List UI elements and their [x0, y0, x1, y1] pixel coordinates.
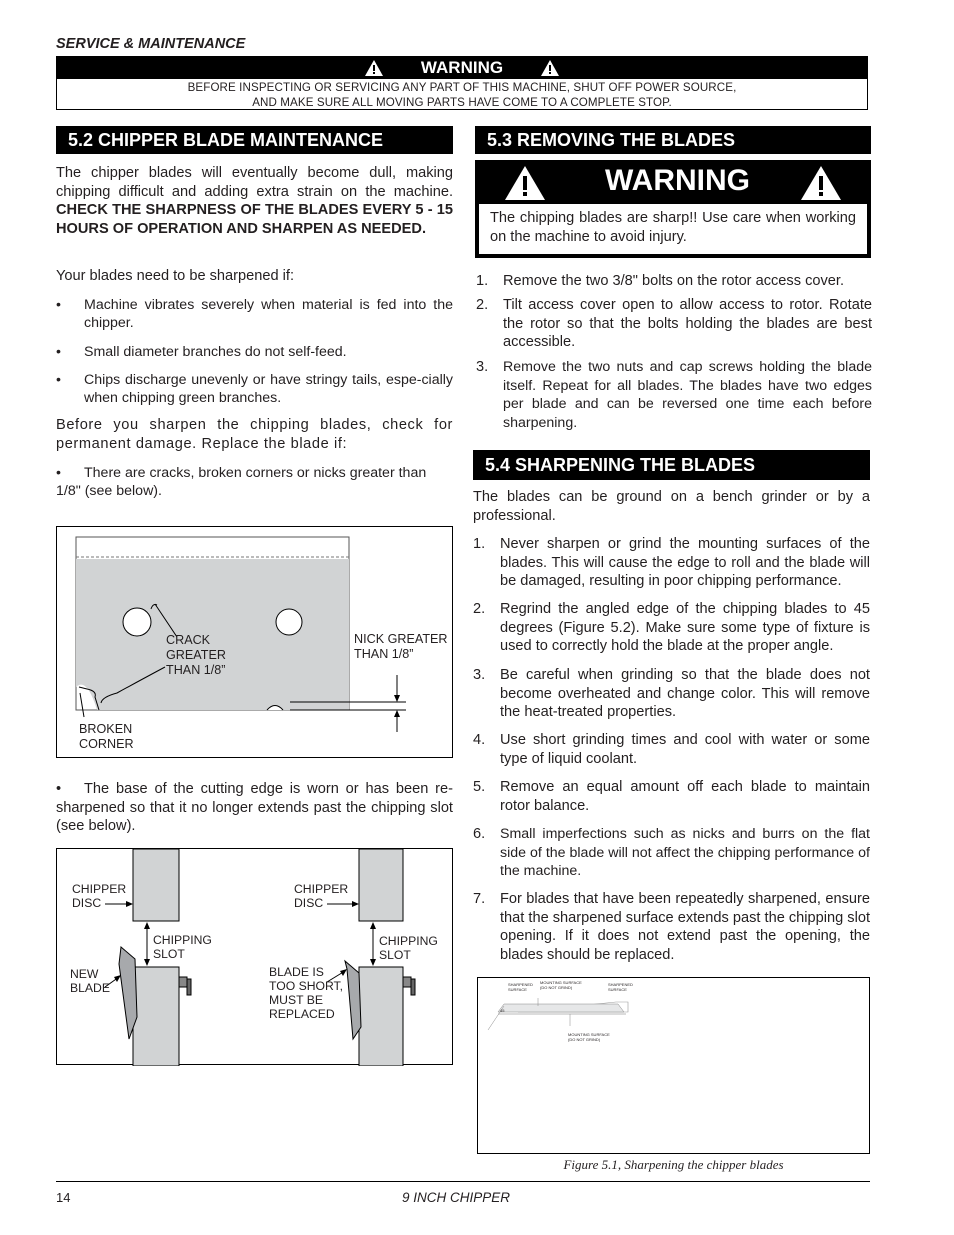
- sharpening-figure: [477, 977, 870, 1154]
- page-number: 14: [56, 1190, 71, 1205]
- top-warning-box: [56, 56, 868, 110]
- bullet-item: • Small diameter branches do not self-feed.: [56, 344, 347, 360]
- nick-label: NICK GREATER THAN 1/8”: [354, 632, 448, 661]
- s52-intro: The chipper blades will eventually become dull, making chipping difficult and adding extra strain on the machine. CHECK THE SHARPNESS OF THE BLADES EVERY 5 - 15 HOURS OF OPERATION AND SHARPEN AS NEEDED.: [56, 165, 453, 237]
- fig51-angle: 45: [500, 1008, 505, 1013]
- chipping-slot-figure: [56, 848, 453, 1065]
- bullet-base: • The base of the cutting edge is worn or has been re-sharpened so that it no longer extends past the chipping slot (see below).: [56, 781, 453, 834]
- broken-corner-label: BROKEN CORNER: [79, 722, 134, 751]
- blade-too-short-label: BLADE IS TOO SHORT, MUST BE REPLACED: [269, 965, 344, 1021]
- bullet-item: • Machine vibrates severely when material is fed into the chipper.: [56, 297, 453, 331]
- fig51-mounting-bottom: MOUNTING SURFACE (DO NOT GRIND): [568, 1032, 610, 1042]
- warning-triangle-icon: [505, 166, 545, 200]
- blade-damage-figure: [56, 526, 453, 758]
- bullet-cracks: • There are cracks, broken corners or nicks greater than 1/8" (see below).: [56, 465, 427, 499]
- warning-title: WARNING: [420, 58, 504, 77]
- figure-caption: Figure 5.1, Sharpening the chipper blades: [563, 1157, 784, 1172]
- s54-intro: The blades can be ground on a bench grinder or by a professional.: [473, 489, 870, 524]
- fig51-sharpened-left: SHARPENED SURFACE: [508, 982, 533, 992]
- chipper-disc-label: CHIPPER DISC: [294, 882, 349, 910]
- sharpening-drawing: [478, 978, 871, 1155]
- section-header: SERVICE & MAINTENANCE: [56, 36, 246, 52]
- blade-warning-text: The chipping blades are sharp!! Use care when working on the machine to avoid injury.: [479, 204, 867, 254]
- warning-triangle-icon: [365, 60, 383, 76]
- chipping-slot-label: CHIPPING SLOT: [379, 934, 438, 962]
- chipping-slot-label: CHIPPING SLOT: [153, 933, 212, 961]
- blade-warning-bar: [475, 160, 871, 204]
- fig51-mounting-top: MOUNTING SURFACE (DO NOT GRIND): [540, 980, 582, 990]
- blade-warning-title: WARNING: [605, 164, 750, 197]
- new-blade-label: NEW BLADE: [70, 967, 110, 995]
- s52-need-sharpen: Your blades need to be sharpened if:: [56, 268, 295, 284]
- section-5-2-header: 5.2 CHIPPER BLADE MAINTENANCE: [56, 126, 453, 154]
- s52-before: Before you sharpen the chipping blades, check for permanent damage. Replace the blade if:: [56, 417, 453, 452]
- bullet-item: • Chips discharge unevenly or have stringy tails, espe-cially when chipping green branches.: [56, 372, 453, 406]
- blade-warning-box: [475, 160, 871, 258]
- footer-title: 9 INCH CHIPPER: [401, 1190, 511, 1205]
- warning-bar: [57, 57, 867, 79]
- crack-label: CRACK GREATER THAN 1/8”: [166, 633, 226, 677]
- footer-rule: [56, 1181, 870, 1182]
- warning-triangle-icon: [541, 60, 559, 76]
- warning-triangle-icon: [801, 166, 841, 200]
- chipper-disc-label: CHIPPER DISC: [72, 882, 127, 910]
- warning-line-2: AND MAKE SURE ALL MOVING PARTS HAVE COME TO A COMPLETE STOP.: [252, 95, 672, 109]
- warning-message: [57, 81, 867, 110]
- section-5-3-header: 5.3 REMOVING THE BLADES: [475, 126, 871, 154]
- section-5-4-header: 5.4 SHARPENING THE BLADES: [473, 450, 870, 480]
- fig51-sharpened-right: SHARPENED SURFACE: [608, 982, 633, 992]
- warning-line-1: BEFORE INSPECTING OR SERVICING ANY PART OF THIS MACHINE, SHUT OFF POWER SOURCE,: [187, 81, 737, 94]
- s52-bold-notice: CHECK THE SHARPNESS OF THE BLADES EVERY 5 - 15 HOURS OF OPERATION AND SHARPEN AS NEEDED.: [56, 202, 453, 237]
